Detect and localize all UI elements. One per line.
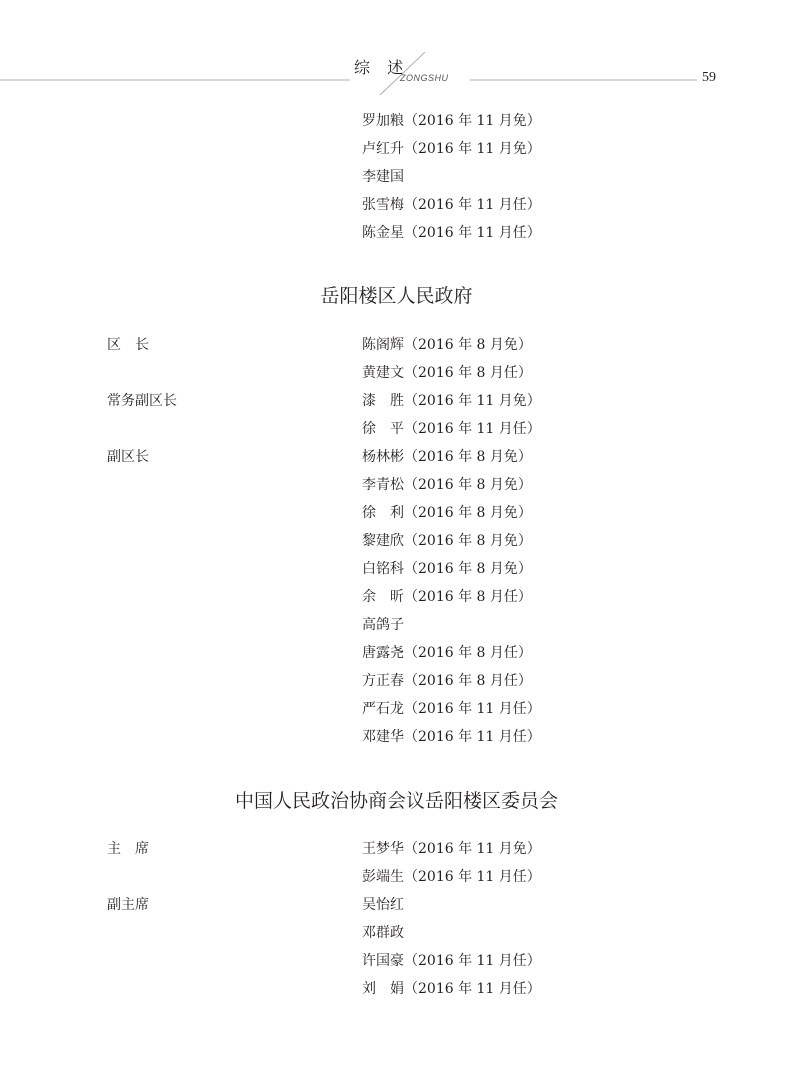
person-entry: 陈金星（2016 年 11 月任） [362, 225, 541, 241]
person-entry: 黄建文（2016 年 8 月任） [362, 365, 532, 381]
person-entry: 白铭科（2016 年 8 月免） [362, 561, 532, 577]
list-item [0, 863, 793, 891]
list-item [0, 639, 793, 667]
role-label: 副区长 [107, 449, 149, 465]
list-item [0, 667, 793, 695]
page-header [0, 0, 793, 100]
person-entry: 黎建欣（2016 年 8 月免） [362, 533, 532, 549]
person-entry: 唐露尧（2016 年 8 月任） [362, 645, 532, 661]
section-title: 综 述 [354, 58, 410, 77]
list-item [0, 527, 793, 555]
list-item [0, 359, 793, 387]
role-label: 副主席 [107, 897, 149, 913]
list-item [0, 443, 793, 471]
person-entry: 彭端生（2016 年 11 月任） [362, 869, 541, 885]
list-item [0, 583, 793, 611]
person-entry: 吴怡红 [362, 897, 404, 913]
list-item [0, 191, 793, 219]
section-subtitle: ZONGSHU [400, 73, 449, 83]
person-entry: 余 昕（2016 年 8 月任） [362, 589, 532, 605]
role-label: 主 席 [107, 841, 149, 857]
list-item [0, 835, 793, 863]
leadership-list-continued [0, 107, 793, 247]
role-label: 区 长 [107, 337, 149, 353]
header-rule [0, 0, 793, 100]
person-entry: 张雪梅（2016 年 11 月任） [362, 197, 541, 213]
page-number: 59 [702, 70, 716, 85]
list-item [0, 919, 793, 947]
list-item [0, 135, 793, 163]
cppcc-heading: 中国人民政治协商会议岳阳楼区委员会 [234, 790, 558, 812]
list-item [0, 415, 793, 443]
list-item [0, 695, 793, 723]
person-entry: 漆 胜（2016 年 11 月免） [362, 393, 541, 409]
person-entry: 徐 利（2016 年 8 月免） [362, 505, 532, 521]
list-item [0, 891, 793, 919]
list-item [0, 975, 793, 1003]
list-item [0, 331, 793, 359]
person-entry: 邓建华（2016 年 11 月任） [362, 729, 541, 745]
person-entry: 王梦华（2016 年 11 月免） [362, 841, 541, 857]
person-entry: 杨林彬（2016 年 8 月免） [362, 449, 532, 465]
person-entry: 方正春（2016 年 8 月任） [362, 673, 532, 689]
cppcc-list [0, 835, 793, 1003]
person-entry: 李建国 [362, 169, 404, 185]
person-entry: 刘 娟（2016 年 11 月任） [362, 981, 541, 997]
list-item [0, 611, 793, 639]
person-entry: 许国豪（2016 年 11 月任） [362, 953, 541, 969]
government-heading: 岳阳楼区人民政府 [320, 285, 473, 307]
list-item [0, 499, 793, 527]
person-entry: 严石龙（2016 年 11 月任） [362, 701, 541, 717]
person-entry: 李青松（2016 年 8 月免） [362, 477, 532, 493]
list-item [0, 107, 793, 135]
person-entry: 高鸽子 [362, 617, 404, 633]
list-item [0, 471, 793, 499]
role-label: 常务副区长 [107, 393, 177, 409]
list-item [0, 163, 793, 191]
list-item [0, 387, 793, 415]
person-entry: 罗加粮（2016 年 11 月免） [362, 113, 541, 129]
government-list [0, 331, 793, 751]
person-entry: 卢红升（2016 年 11 月免） [362, 141, 541, 157]
list-item [0, 947, 793, 975]
person-entry: 徐 平（2016 年 11 月任） [362, 421, 541, 437]
person-entry: 陈阁辉（2016 年 8 月免） [362, 337, 532, 353]
list-item [0, 219, 793, 247]
person-entry: 邓群政 [362, 925, 404, 941]
list-item [0, 555, 793, 583]
list-item [0, 723, 793, 751]
